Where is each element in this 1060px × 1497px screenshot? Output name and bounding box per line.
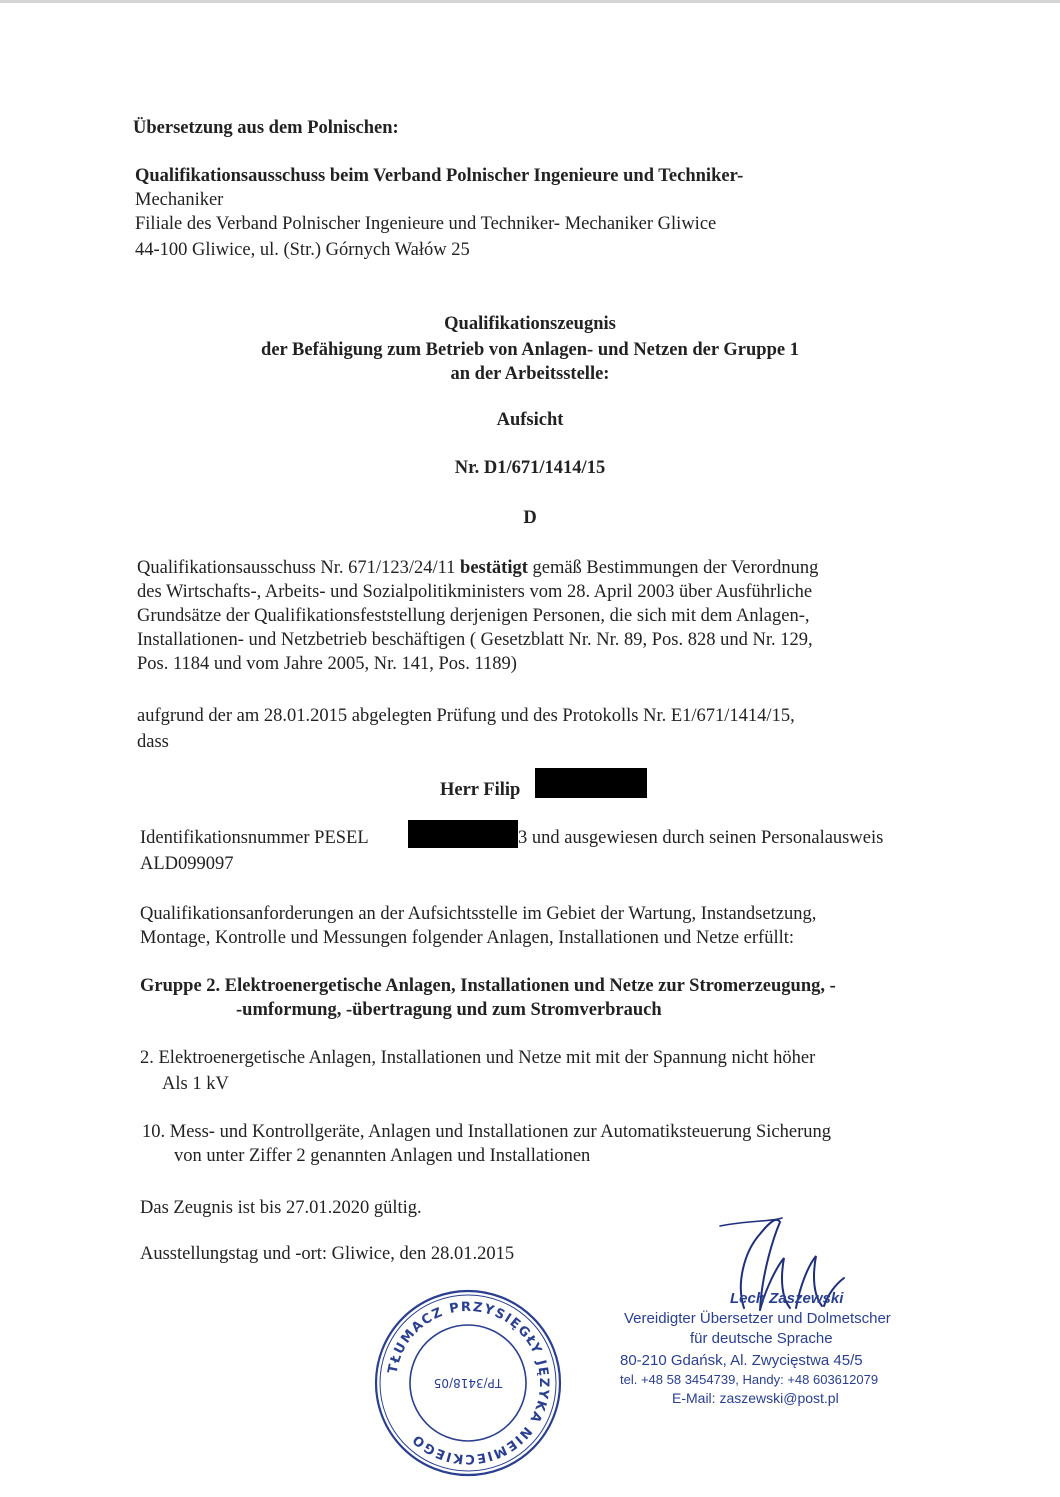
- issued-line: Ausstellungstag und -ort: Gliwice, den 28.01.2015: [140, 1244, 515, 1264]
- para1-line5: Pos. 1184 und vom Jahre 2005, Nr. 141, Pos. 1189): [137, 654, 517, 674]
- address-line: 44-100 Gliwice, ul. (Str.) Górnych Wałów 25: [135, 240, 470, 260]
- translation-note: Übersetzung aus dem Polnischen:: [133, 118, 399, 138]
- para1-line1: [137, 556, 818, 580]
- translator-phone: tel. +48 58 3454739, Handy: +48 603612079: [620, 1372, 879, 1387]
- translator-email: E-Mail: zaszewski@post.pl: [672, 1390, 839, 1406]
- certificate-number: Nr. D1/671/1414/15: [454, 458, 606, 478]
- certificate-subtitle: der Befähigung zum Betrieb von Anlagen- und Netzen der Gruppe 1: [261, 340, 799, 360]
- para1-line3: Grundsätze der Qualifikationsfeststellung derjenigen Personen, die sich mit dem Anlagen-,: [137, 606, 810, 626]
- pesel-redaction: [408, 820, 518, 848]
- validity-line: Das Zeugnis ist bis 27.01.2020 gültig.: [140, 1198, 422, 1218]
- scan-edge: [0, 0, 1060, 3]
- para2-line2: dass: [137, 732, 169, 752]
- para1-line1-bold: bestätigt: [460, 558, 528, 578]
- person-name: Herr Filip: [440, 780, 521, 800]
- para2-line1: aufgrund der am 28.01.2015 abgelegten Prüfung und des Protokolls Nr. E1/671/1414/15,: [137, 706, 795, 726]
- translator-block: [600, 1212, 930, 1412]
- category-letter: D: [523, 508, 537, 528]
- certificate-title: Qualifikationszeugnis: [444, 314, 616, 334]
- branch-line: Filiale des Verband Polnischer Ingenieure und Techniker- Mechaniker Gliwice: [135, 214, 717, 234]
- item10-line1: 10. Mess- und Kontrollgeräte, Anlagen und Installationen zur Automatiksteuerung Sicherung: [142, 1122, 831, 1142]
- seal-ring-text: TŁUMACZ PRZYSIĘGŁY JĘZYKA NIEMIECKIEGO: [385, 1299, 552, 1467]
- committee-name-line1: Qualifikationsausschuss beim Verband Polnischer Ingenieure und Techniker-: [135, 166, 744, 186]
- group-line2: -umformung, -übertragung und zum Stromverbrauch: [236, 1000, 662, 1020]
- item10-line2: von unter Ziffer 2 genannten Anlagen und Installationen: [174, 1146, 591, 1166]
- translator-language: für deutsche Sprache: [690, 1330, 833, 1347]
- para1-line1-post: gemäß Bestimmungen der Verordnung: [527, 558, 819, 578]
- requirements-line1: Qualifikationsanforderungen an der Aufsichtsstelle im Gebiet der Wartung, Instandsetzung,: [140, 904, 817, 924]
- item2-line2: Als 1 kV: [162, 1074, 229, 1094]
- para1-line2: des Wirtschafts-, Arbeits- und Sozialpolitikministers vom 28. April 2003 über Ausführliche: [137, 582, 813, 602]
- id-suffix: 3 und ausgewiesen durch seinen Personalausweis: [518, 828, 884, 848]
- id-document: ALD099097: [140, 854, 234, 874]
- translator-seal: [368, 1283, 568, 1483]
- name-redaction: [535, 768, 647, 798]
- group-line1: Gruppe 2. Elektroenergetische Anlagen, Installationen und Netze zur Stromerzeugung, -: [140, 976, 836, 996]
- translator-address: 80-210 Gdańsk, Al. Zwycięstwa 45/5: [620, 1352, 863, 1369]
- translator-name: Lech Zaszewski: [730, 1290, 844, 1307]
- para1-line4: Installationen- und Netzbetrieb beschäftigen ( Gesetzblatt Nr. Nr. 89, Pos. 828 und Nr. 129,: [137, 630, 813, 650]
- para1-line1-pre: Qualifikationsausschuss Nr. 671/123/24/11: [137, 558, 461, 578]
- workplace-label: an der Arbeitsstelle:: [450, 364, 610, 384]
- translator-role: Vereidigter Übersetzer und Dolmetscher: [624, 1310, 891, 1327]
- position-title: Aufsicht: [496, 410, 564, 430]
- item2-line1: 2. Elektroenergetische Anlagen, Installationen und Netze mit mit der Spannung nicht höher: [140, 1048, 816, 1068]
- seal-center-text: TP/3418/05: [433, 1376, 503, 1390]
- requirements-line2: Montage, Kontrolle und Messungen folgender Anlagen, Installationen und Netze erfüllt:: [140, 928, 795, 948]
- committee-name-line2: Mechaniker: [135, 190, 224, 210]
- id-prefix: Identifikationsnummer PESEL: [140, 828, 369, 848]
